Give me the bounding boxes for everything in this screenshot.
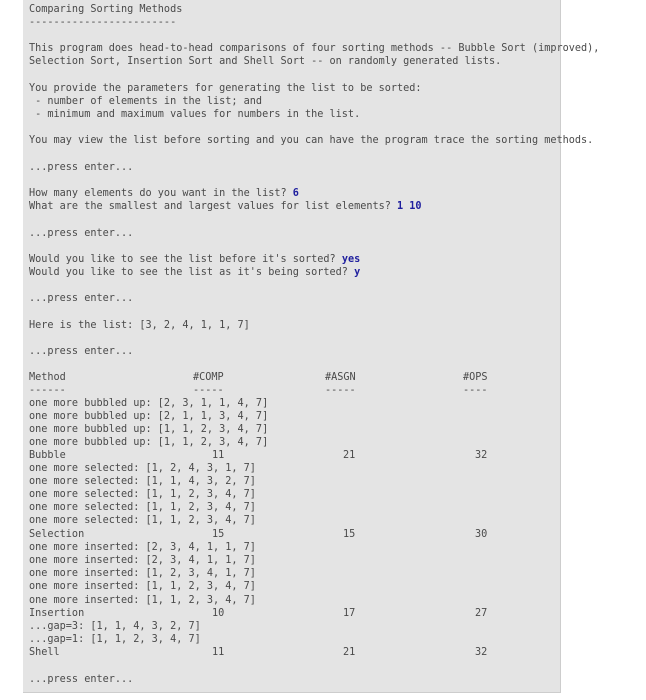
ops-count-bubble: 32 <box>475 450 488 461</box>
asgn-count-selection: 15 <box>343 529 356 540</box>
see-before-prompt: Would you like to see the list before it's sorted? <box>29 254 342 265</box>
press-enter-prompt: ...press enter... <box>29 162 134 173</box>
comp-count-shell: 11 <box>212 647 225 658</box>
trace-line: one more inserted: [2, 3, 4, 1, 1, 7] <box>29 555 256 566</box>
method-name-selection: Selection <box>29 529 85 540</box>
underline-comp: ----- <box>193 385 224 396</box>
title-rule: ------------------------ <box>29 17 177 28</box>
trace-line: one more bubbled up: [2, 3, 1, 1, 4, 7] <box>29 398 269 409</box>
trace-line: one more bubbled up: [1, 1, 2, 3, 4, 7] <box>29 424 269 435</box>
elements-prompt: How many elements do you want in the list? <box>29 188 293 199</box>
view-note: You may view the list before sorting and you can have the program trace the sorting methods. <box>29 135 594 146</box>
asgn-count-shell: 21 <box>343 647 356 658</box>
header-asgn: #ASGN <box>325 372 356 383</box>
see-during-prompt: Would you like to see the list as it's being sorted? <box>29 267 355 278</box>
params-line-3: - minimum and maximum values for numbers in the list. <box>29 109 361 120</box>
method-name-bubble: Bubble <box>29 450 66 461</box>
header-ops: #OPS <box>463 372 488 383</box>
elements-answer: 6 <box>292 188 299 199</box>
trace-line: one more bubbled up: [1, 1, 2, 3, 4, 7] <box>29 437 269 448</box>
underline-asgn: ----- <box>325 385 356 396</box>
press-enter-prompt: ...press enter... <box>29 228 134 239</box>
press-enter-prompt: ...press enter... <box>29 674 134 685</box>
asgn-count-bubble: 21 <box>343 450 356 461</box>
trace-line: one more inserted: [2, 3, 4, 1, 1, 7] <box>29 542 256 553</box>
comp-count-bubble: 11 <box>212 450 225 461</box>
see-before-answer: yes <box>341 254 361 265</box>
ops-count-insertion: 27 <box>475 608 488 619</box>
press-enter-prompt: ...press enter... <box>29 293 134 304</box>
trace-line: one more selected: [1, 1, 2, 3, 4, 7] <box>29 489 256 500</box>
underline-method: ------ <box>29 385 66 396</box>
asgn-count-insertion: 17 <box>343 608 356 619</box>
trace-line: one more inserted: [1, 2, 3, 4, 1, 7] <box>29 568 256 579</box>
trace-line: one more selected: [1, 2, 4, 3, 1, 7] <box>29 463 256 474</box>
method-name-insertion: Insertion <box>29 608 85 619</box>
trace-line: ...gap=1: [1, 1, 2, 3, 4, 7] <box>29 634 201 645</box>
trace-line: one more selected: [1, 1, 2, 3, 4, 7] <box>29 515 256 526</box>
see-before-question <box>29 253 360 266</box>
range-answer: 1 10 <box>397 201 422 212</box>
header-comp: #COMP <box>193 372 224 383</box>
press-enter-prompt: ...press enter... <box>29 346 134 357</box>
ops-count-selection: 30 <box>475 529 488 540</box>
program-title: Comparing Sorting Methods <box>29 4 183 15</box>
see-during-question <box>29 266 360 279</box>
range-prompt: What are the smallest and largest values for list elements? <box>29 201 398 212</box>
intro-line-1: This program does head-to-head comparisons of four sorting methods -- Bubble Sort (improved), <box>29 43 600 54</box>
trace-line: one more inserted: [1, 1, 2, 3, 4, 7] <box>29 581 256 592</box>
intro-line-2: Selection Sort, Insertion Sort and Shell Sort -- on randomly generated lists. <box>29 56 502 67</box>
elements-question <box>29 187 299 200</box>
comp-count-selection: 15 <box>212 529 225 540</box>
ops-count-shell: 32 <box>475 647 488 658</box>
trace-line: one more selected: [1, 1, 2, 3, 4, 7] <box>29 502 256 513</box>
params-line-1: You provide the parameters for generating the list to be sorted: <box>29 83 422 94</box>
trace-line: one more selected: [1, 1, 4, 3, 2, 7] <box>29 476 256 487</box>
range-question <box>29 200 422 213</box>
trace-line: one more inserted: [1, 1, 2, 3, 4, 7] <box>29 595 256 606</box>
trace-line: one more bubbled up: [2, 1, 1, 3, 4, 7] <box>29 411 269 422</box>
see-during-answer: y <box>354 267 361 278</box>
method-name-shell: Shell <box>29 647 60 658</box>
generated-list-line: Here is the list: [3, 2, 4, 1, 1, 7] <box>29 320 250 331</box>
params-line-2: - number of elements in the list; and <box>29 96 263 107</box>
comp-count-insertion: 10 <box>212 608 225 619</box>
trace-line: ...gap=3: [1, 1, 4, 3, 2, 7] <box>29 621 201 632</box>
header-method: Method <box>29 372 66 383</box>
underline-ops: ---- <box>463 385 488 396</box>
